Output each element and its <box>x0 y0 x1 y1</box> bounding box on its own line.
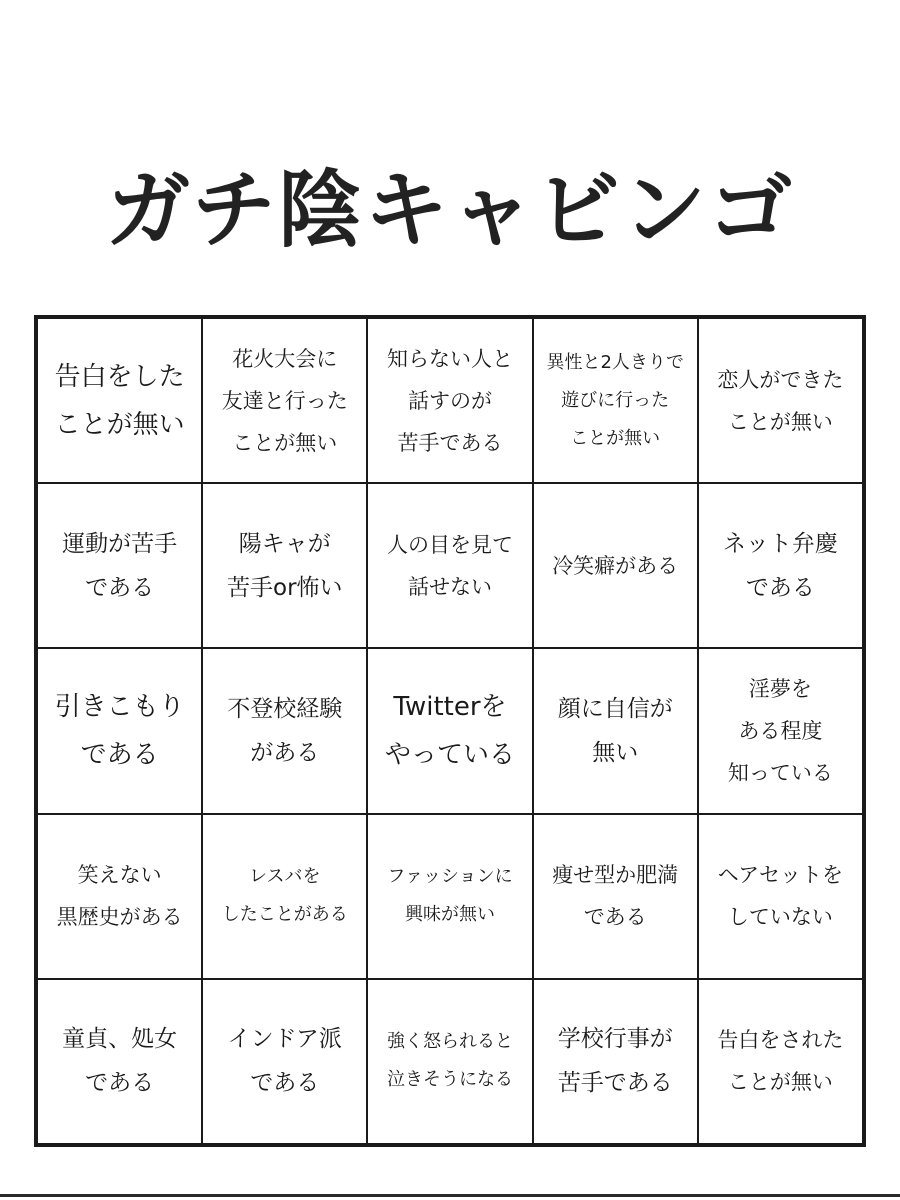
cell-text-line: やっている <box>384 739 515 770</box>
bingo-cell[interactable] <box>367 979 532 1144</box>
bingo-cell[interactable] <box>367 814 532 979</box>
cell-text-line: ことが無い <box>232 430 338 455</box>
cell-text-line: ファッションに <box>387 866 513 888</box>
cell-text-line: である <box>250 1070 320 1097</box>
cell-text-line: Twitterを <box>393 691 507 722</box>
cell-text-line: ことが無い <box>54 409 185 440</box>
cell-text-line: 興味が無い <box>404 904 495 926</box>
cell-text-line: 顔に自信が <box>557 695 673 722</box>
cell-text-line: 不登校経験 <box>227 695 343 722</box>
bingo-cell[interactable] <box>202 483 367 648</box>
bingo-cell[interactable] <box>202 814 367 979</box>
cell-text-line: 痩せ型か肥満 <box>552 863 679 888</box>
cell-text-line: 告白をした <box>54 361 185 392</box>
cell-text-line: レスバを <box>249 866 321 888</box>
cell-text-line: 引きこもり <box>54 691 185 722</box>
cell-text-line: 遊びに行った <box>561 389 670 411</box>
cell-text-line: インドア派 <box>227 1026 342 1053</box>
bingo-cell[interactable] <box>533 814 698 979</box>
cell-text-line: 無い <box>592 739 639 766</box>
bingo-cell[interactable] <box>37 814 202 979</box>
bingo-cell[interactable] <box>533 318 698 483</box>
bingo-cell[interactable] <box>37 979 202 1144</box>
bingo-cell[interactable] <box>698 814 863 979</box>
bingo-cell[interactable] <box>202 979 367 1144</box>
bottom-divider <box>0 1194 900 1197</box>
cell-text-line: 苦手or怖い <box>227 574 343 601</box>
cell-text-line: 学校行事が <box>557 1026 673 1053</box>
cell-text-line: 強く怒られると <box>386 1031 513 1053</box>
bingo-cell[interactable] <box>367 648 532 813</box>
cell-text-line: 淫夢を <box>748 676 812 701</box>
cell-text-line: である <box>745 574 815 601</box>
bingo-board <box>34 315 866 1147</box>
cell-text-line: ネット弁慶 <box>722 530 838 557</box>
cell-text-line: ことが無い <box>570 427 661 449</box>
bingo-cell[interactable] <box>37 318 202 483</box>
cell-text-line: である <box>85 574 155 601</box>
cell-text-line: 告白をされた <box>717 1028 844 1053</box>
cell-text-line: 苦手である <box>557 1070 673 1097</box>
bingo-cell[interactable] <box>533 483 698 648</box>
cell-text-line: 陽キャが <box>238 530 331 557</box>
bingo-cell[interactable] <box>698 648 863 813</box>
cell-text-line: 童貞、処女 <box>62 1026 178 1053</box>
cell-text-line: 知らない人と <box>386 346 513 371</box>
cell-text-line: 笑えない <box>77 863 162 888</box>
bingo-cell[interactable] <box>533 648 698 813</box>
cell-text-line: 人の目を見て <box>386 532 513 557</box>
bingo-cell[interactable] <box>533 979 698 1144</box>
cell-text-line: ヘアセットを <box>717 863 843 888</box>
bingo-cell[interactable] <box>698 318 863 483</box>
cell-text-line: 友達と行った <box>221 388 348 413</box>
bingo-title: ガチ陰キャビンゴ <box>105 161 794 259</box>
cell-text-line: していない <box>727 905 833 930</box>
cell-text-line: である <box>85 1070 155 1097</box>
bingo-cell[interactable] <box>367 318 532 483</box>
cell-text-line: がある <box>250 739 320 766</box>
bingo-cell[interactable] <box>202 648 367 813</box>
cell-text-line: したことがある <box>221 904 348 926</box>
cell-text-line: 異性と2人きりで <box>546 351 684 373</box>
cell-text-line: 話すのが <box>407 388 492 413</box>
cell-text-line: である <box>583 905 647 930</box>
cell-text-line: 話せない <box>407 574 492 599</box>
cell-text-line: ことが無い <box>727 1070 833 1095</box>
cell-text-line: ある程度 <box>738 718 823 743</box>
cell-text-line: 冷笑癖がある <box>552 553 679 578</box>
cell-text-line: 苦手である <box>397 430 503 455</box>
bingo-cell[interactable] <box>202 318 367 483</box>
bingo-cell[interactable] <box>698 979 863 1144</box>
cell-text-line: である <box>80 739 159 770</box>
cell-text-line: 花火大会に <box>232 346 338 371</box>
cell-text-line: 恋人ができた <box>717 367 844 392</box>
bingo-cell[interactable] <box>698 483 863 648</box>
bingo-cell[interactable] <box>37 648 202 813</box>
bingo-cell[interactable] <box>367 483 532 648</box>
cell-text-line: 黒歴史がある <box>56 905 183 930</box>
bingo-cell[interactable] <box>37 483 202 648</box>
cell-text-line: ことが無い <box>727 409 833 434</box>
cell-text-line: 知っている <box>727 760 833 785</box>
cell-text-line: 運動が苦手 <box>62 530 178 557</box>
cell-text-line: 泣きそうになる <box>386 1069 513 1091</box>
